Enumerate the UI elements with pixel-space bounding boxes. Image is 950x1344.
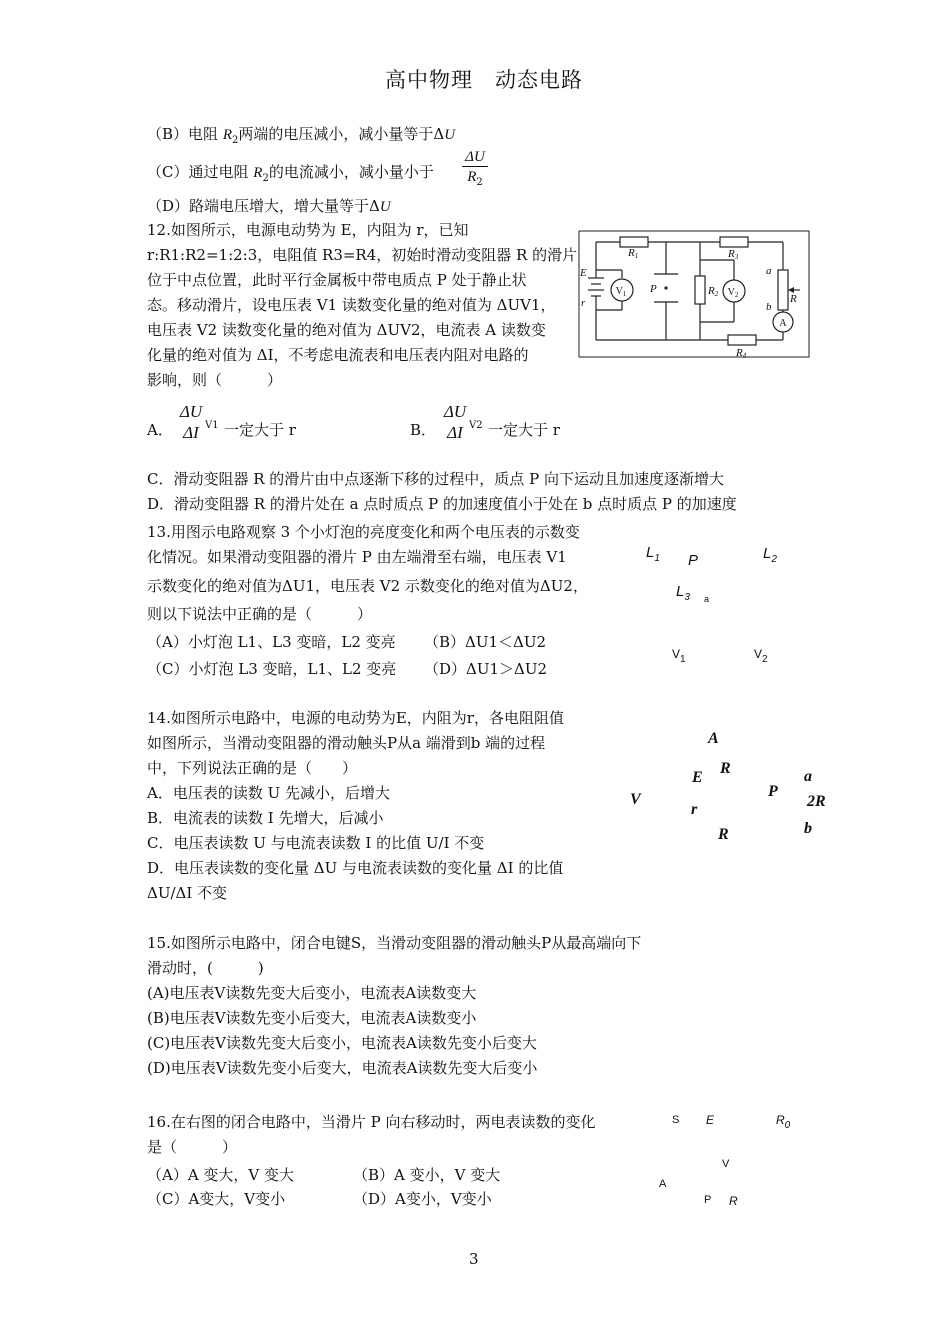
q14-label-a-meter: A xyxy=(708,730,719,747)
q11-option-b: （B）电阻 $R_2$两端的电压减小，减小量等于ΔU xyxy=(147,125,456,146)
q13-option-c: （C）小灯泡 L3 变暗，L1、L2 变亮 xyxy=(147,660,397,678)
q16-option-b: （B）A 变小，V 变大 xyxy=(353,1166,501,1184)
q12-line-3: 位于中点位置，此时平行金属板中带电质点 P 处于静止状 xyxy=(147,271,527,289)
q12-label-r4: R4 xyxy=(736,347,747,358)
page-title: 高中物理 动态电路 xyxy=(385,68,583,92)
q12-label-r: r xyxy=(581,297,586,309)
q12-label-r3: R3 xyxy=(728,248,739,261)
q16-label-e: E xyxy=(706,1113,715,1127)
q13-line-3: 示数变化的绝对值为ΔU1，电压表 V2 示数变化的绝对值为ΔU2， xyxy=(147,577,588,595)
q12-line-7: 影响，则（ ） xyxy=(147,371,283,389)
q12-option-a-subscript: V1 xyxy=(205,420,219,431)
q16-label-r: R xyxy=(729,1194,738,1208)
q12-label-e: E xyxy=(580,267,587,279)
q15-option-d: (D)电压表V读数先变小后变大，电流表A读数先变大后变小 xyxy=(147,1059,538,1077)
q16-line-2: 是（ ） xyxy=(147,1138,238,1156)
q13-line-1: 13.用图示电路观察 3 个小灯泡的亮度变化和两个电压表的示数变 xyxy=(147,523,580,541)
q12-line-5: 电压表 V2 读数变化量的绝对值为 ΔUV2，电流表 A 读数变 xyxy=(147,321,546,339)
q13-label-v2: $V_2$ xyxy=(754,647,768,665)
q12-voltmeter-v2: $V_2$ xyxy=(727,287,739,299)
q14-line-3: 中，下列说法正确的是（ ） xyxy=(147,759,358,777)
q13-label-v1: $V_1$ xyxy=(672,647,686,665)
q12-option-a-label: A． xyxy=(147,421,173,439)
q12-label-rheostat: R xyxy=(790,293,797,305)
q15-option-b: (B)电压表V读数先变小后变大，电流表A读数变小 xyxy=(147,1009,477,1027)
q16-label-s: S xyxy=(672,1114,680,1126)
q13-option-a: （A）小灯泡 L1、L3 变暗，L2 变亮 xyxy=(147,633,396,651)
q11-option-d: （D）路端电压增大，增大量等于ΔU xyxy=(147,197,391,215)
q14-label-p: P xyxy=(768,783,778,800)
q14-option-d-line-1: D．电压表读数的变化量 ΔU 与电流表读数的变化量 ΔI 的比值 xyxy=(147,859,564,877)
q14-label-v: V xyxy=(630,791,641,808)
q12-line-4: 态。移动滑片，设电压表 V1 读数变化量的绝对值为 ΔUV1， xyxy=(147,296,556,314)
q14-line-2: 如图所示，当滑动变阻器的滑动触头P从a 端滑到b 端的过程 xyxy=(147,734,546,752)
q14-label-a-end: a xyxy=(804,768,812,785)
q12-circuit-diagram xyxy=(578,230,810,358)
q16-option-d: （D）A变小，V变小 xyxy=(353,1190,492,1208)
q13-label-p: P xyxy=(688,552,699,569)
q12-label-p: P xyxy=(650,283,657,295)
q12-option-b-label: B． xyxy=(410,421,437,439)
q13-line-4: 则以下说法中正确的是（ ） xyxy=(147,605,373,623)
q13-option-b: （B）ΔU1＜ΔU2 xyxy=(424,633,547,651)
q12-option-b-text: 一定大于 r xyxy=(488,421,560,439)
q15-option-a: (A)电压表V读数先变大后变小，电流表A读数变大 xyxy=(147,984,477,1002)
q12-option-a-text: 一定大于 r xyxy=(224,421,296,439)
q16-label-r0: $R_0$ xyxy=(776,1113,791,1131)
q16-label-a: A xyxy=(659,1178,667,1190)
q12-line-2: r:R1:R2=1:2:3，电阻值 R3=R4，初始时滑动变阻器 R 的滑片 xyxy=(147,246,578,264)
q13-option-d: （D）ΔU1＞ΔU2 xyxy=(424,660,548,678)
q12-label-a: a xyxy=(766,265,772,277)
q14-line-1: 14.如图所示电路中，电源的电动势为E，内阻为r，各电阻阻值 xyxy=(147,709,564,727)
page-number: 3 xyxy=(469,1250,479,1268)
q12-label-r2: R2 xyxy=(708,285,719,298)
q12-option-a-fraction: ΔU ΔI xyxy=(179,402,203,442)
q14-label-r-top: R xyxy=(720,760,731,777)
q14-label-r-bottom: R xyxy=(718,826,729,843)
q12-label-b: b xyxy=(766,301,772,313)
q12-option-d: D．滑动变阻器 R 的滑片处在 a 点时质点 P 的加速度值小于处在 b 点时质点 P 的加速度 xyxy=(147,495,737,513)
q13-label-a: a xyxy=(704,594,710,604)
q14-option-c: C．电压表读数 U 与电流表读数 I 的比值 U/I 不变 xyxy=(147,834,485,852)
q13-label-l3: $L_3$ xyxy=(676,583,690,603)
q14-label-r-internal: r xyxy=(691,801,698,818)
q13-line-2: 化情况。如果滑动变阻器的滑片 P 由左端滑至右端，电压表 V1 xyxy=(147,548,567,566)
q12-option-c: C．滑动变阻器 R 的滑片由中点逐渐下移的过程中，质点 P 向下运动且加速度逐渐增大 xyxy=(147,470,724,488)
q13-label-l2: $L_2$ xyxy=(763,545,777,565)
q13-label-l1: $L_1$ xyxy=(646,544,660,564)
q12-line-6: 化量的绝对值为 ΔI，不考虑电流表和电压表内阻对电路的 xyxy=(147,346,529,364)
q14-option-d-line-2: ΔU/ΔI 不变 xyxy=(147,884,228,902)
q11-fraction: ΔU $R_2$ xyxy=(462,148,488,186)
q16-option-a: （A）A 变大，V 变大 xyxy=(147,1166,295,1184)
q12-option-b-fraction: ΔU ΔI xyxy=(443,402,467,442)
q12-voltmeter-v1: $V_1$ xyxy=(615,286,627,298)
q16-label-v: V xyxy=(722,1158,730,1170)
q12-label-r1: R1 xyxy=(628,247,639,260)
q14-label-b-end: b xyxy=(804,820,812,837)
q16-line-1: 16.在右图的闭合电路中，当滑片 P 向右移动时，两电表读数的变化 xyxy=(147,1113,596,1131)
q15-line-2: 滑动时，( ) xyxy=(147,959,264,977)
q14-option-a: A．电压表的读数 U 先减小，后增大 xyxy=(147,784,391,802)
q11-option-c: （C）通过电阻 $R_2$的电流减小，减小量小于 xyxy=(147,163,434,184)
q14-option-b: B．电流表的读数 I 先增大，后减小 xyxy=(147,809,384,827)
q14-label-e: E xyxy=(692,769,703,786)
q15-option-c: (C)电压表V读数先变大后变小，电流表A读数先变小后变大 xyxy=(147,1034,537,1052)
q15-line-1: 15.如图所示电路中，闭合电键S，当滑动变阻器的滑动触头P从最高端向下 xyxy=(147,934,642,952)
q12-line-1: 12.如图所示，电源电动势为 E，内阻为 r，已知 xyxy=(147,221,469,239)
q12-ammeter: A xyxy=(779,318,787,329)
q16-option-c: （C）A变大，V变小 xyxy=(147,1190,286,1208)
q12-option-b-subscript: V2 xyxy=(469,420,483,431)
q16-label-p: P xyxy=(704,1194,712,1206)
q14-label-2r: 2R xyxy=(807,793,826,810)
